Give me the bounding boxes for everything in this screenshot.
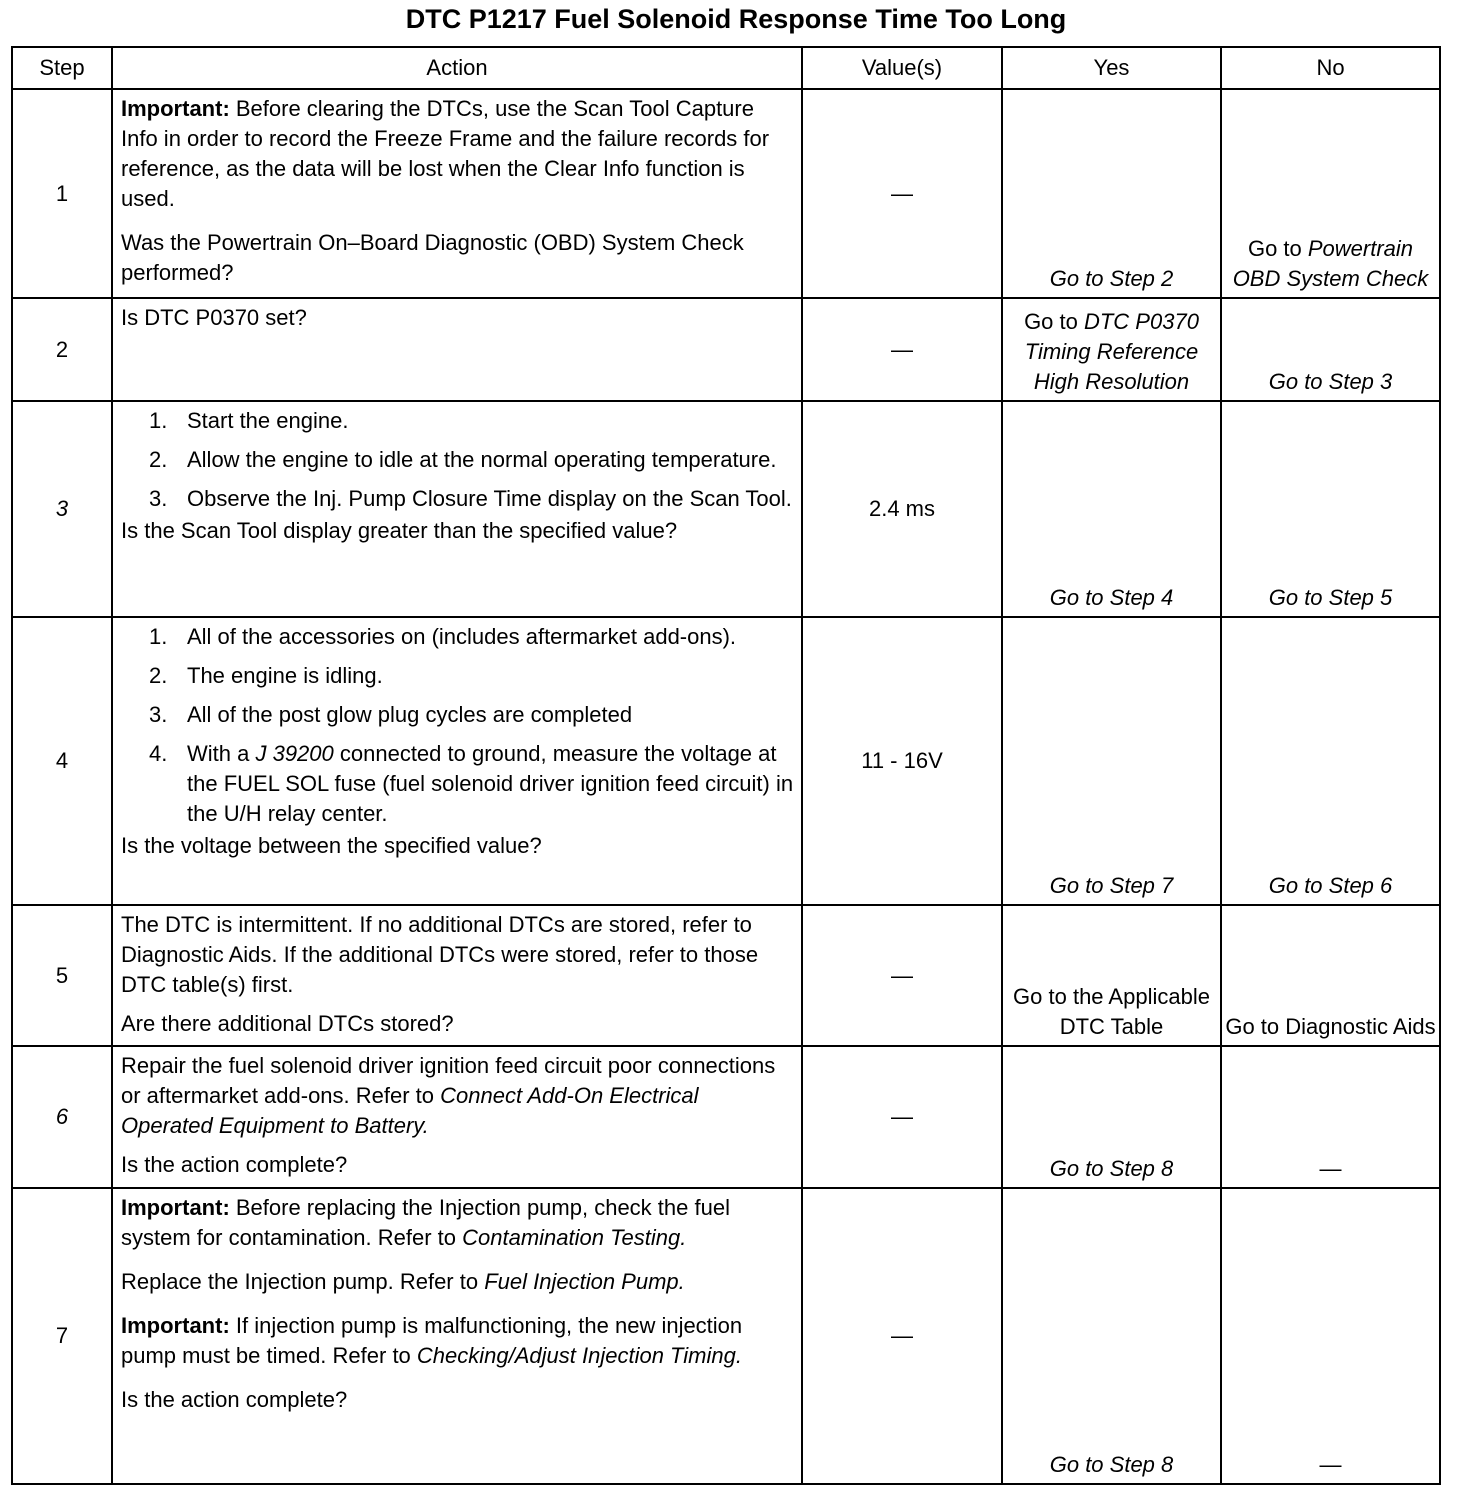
table-row bbox=[12, 298, 1440, 401]
step-number: 5 bbox=[12, 905, 112, 1046]
value-cell: — bbox=[802, 1046, 1002, 1188]
important-label: Important: bbox=[121, 96, 230, 121]
list-item: 3. All of the post glow plug cycles are completed bbox=[149, 702, 633, 727]
step-number: 3 bbox=[12, 401, 112, 617]
no-cell: — bbox=[1221, 1046, 1440, 1188]
action-cell bbox=[112, 617, 802, 905]
list-item: 3. Observe the Inj. Pump Closure Time display on the Scan Tool. bbox=[149, 486, 792, 511]
important-text: Before clearing the DTCs, use the Scan Tool Capture Info in order to record the Freeze Frame and the failure records for reference, as the data will be lost when the Clear Info function is used. bbox=[121, 96, 770, 211]
header-values: Value(s) bbox=[802, 47, 1002, 89]
table-row bbox=[12, 905, 1440, 1046]
list-item: 1. All of the accessories on (includes aftermarket add-ons). bbox=[149, 624, 737, 649]
no-link: Powertrain OBD System Check bbox=[1232, 236, 1429, 291]
yes-prefix: Go to bbox=[1024, 309, 1084, 334]
action-cell bbox=[112, 1046, 802, 1188]
no-cell: Go to Step 3 bbox=[1221, 298, 1440, 401]
action-cell bbox=[112, 298, 802, 401]
value-cell: — bbox=[802, 89, 1002, 298]
table-row bbox=[12, 1046, 1440, 1188]
no-cell: Go to Step 5 bbox=[1221, 401, 1440, 617]
question-text: Is the action complete? bbox=[121, 1387, 348, 1412]
action-cell bbox=[112, 401, 802, 617]
list-item: 2. Allow the engine to idle at the normal operating temperature. bbox=[149, 447, 777, 472]
action-text: Replace the Injection pump. Refer to Fuel Injection Pump. bbox=[121, 1269, 685, 1294]
yes-cell bbox=[1002, 298, 1221, 401]
step-number: 7 bbox=[12, 1188, 112, 1484]
action-cell bbox=[112, 1188, 802, 1484]
list-item: 4. With a J 39200 connected to ground, measure the voltage at the FUEL SOL fuse (fuel solenoid driver ignition feed circuit) in the U/H relay center. bbox=[149, 741, 794, 826]
question-text: Is DTC P0370 set? bbox=[121, 305, 307, 330]
header-no: No bbox=[1221, 47, 1440, 89]
reference-link: Connect Add-On Electrical Operated Equipment to Battery. bbox=[121, 1083, 699, 1138]
header-row bbox=[12, 47, 1440, 89]
value-cell: — bbox=[802, 1188, 1002, 1484]
action-list bbox=[121, 406, 795, 514]
action-text: The DTC is intermittent. If no additional DTCs are stored, refer to Diagnostic Aids. If the additional DTCs were stored, refer to those DTC table(s) first. bbox=[121, 912, 759, 997]
action-list bbox=[121, 622, 795, 829]
yes-cell: Go to Step 2 bbox=[1002, 89, 1221, 298]
important-note: Important: If injection pump is malfunctioning, the new injection pump must be timed. Refer to Checking/Adjust Injection Timing. bbox=[121, 1313, 743, 1368]
important-note: Important: Before replacing the Injection pump, check the fuel system for contamination. Refer to Contamination Testing. bbox=[121, 1195, 730, 1250]
action-cell bbox=[112, 905, 802, 1046]
action-text: Repair the fuel solenoid driver ignition feed circuit poor connections or aftermarket add-ons. Refer to Connect Add-On Electrical Operated Equipment to Battery. bbox=[121, 1053, 776, 1138]
header-step: Step bbox=[12, 47, 112, 89]
step-number: 2 bbox=[12, 298, 112, 401]
diagnostic-table bbox=[11, 46, 1441, 1485]
yes-cell: Go to Step 4 bbox=[1002, 401, 1221, 617]
no-cell: Go to Step 6 bbox=[1221, 617, 1440, 905]
value-cell: — bbox=[802, 905, 1002, 1046]
no-prefix: Go to bbox=[1247, 236, 1308, 261]
yes-cell: Go to Step 8 bbox=[1002, 1046, 1221, 1188]
no-cell: Go to Diagnostic Aids bbox=[1221, 905, 1440, 1046]
value-cell: 2.4 ms bbox=[802, 401, 1002, 617]
question-text: Are there additional DTCs stored? bbox=[121, 1011, 454, 1036]
page-title: DTC P1217 Fuel Solenoid Response Time Too Long bbox=[405, 4, 1067, 34]
yes-cell: Go to Step 8 bbox=[1002, 1188, 1221, 1484]
question-text: Is the action complete? bbox=[121, 1152, 348, 1177]
table-row bbox=[12, 1188, 1440, 1484]
value-cell: — bbox=[802, 298, 1002, 401]
table-row bbox=[12, 401, 1440, 617]
table-row bbox=[12, 617, 1440, 905]
action-cell bbox=[112, 89, 802, 298]
header-yes: Yes bbox=[1002, 47, 1221, 89]
value-cell: 11 - 16V bbox=[802, 617, 1002, 905]
list-item: 2. The engine is idling. bbox=[149, 663, 383, 688]
yes-cell: Go to Step 7 bbox=[1002, 617, 1221, 905]
no-cell: — bbox=[1221, 1188, 1440, 1484]
question-text: Was the Powertrain On–Board Diagnostic (OBD) System Check performed? bbox=[121, 230, 744, 285]
no-cell bbox=[1221, 89, 1440, 298]
step-number: 4 bbox=[12, 617, 112, 905]
step-number: 1 bbox=[12, 89, 112, 298]
tool-number: J 39200 bbox=[255, 741, 334, 766]
reference-link: Contamination Testing. bbox=[462, 1225, 687, 1250]
step-number: 6 bbox=[12, 1046, 112, 1188]
reference-link: Checking/Adjust Injection Timing. bbox=[416, 1343, 742, 1368]
list-item: 1. Start the engine. bbox=[149, 408, 349, 433]
table-row bbox=[12, 89, 1440, 298]
question-text: Is the voltage between the specified value? bbox=[121, 833, 542, 858]
question-text: Is the Scan Tool display greater than the specified value? bbox=[121, 518, 678, 543]
yes-link: DTC P0370 Timing Reference High Resolution bbox=[1024, 309, 1199, 394]
reference-link: Fuel Injection Pump. bbox=[484, 1269, 685, 1294]
header-action: Action bbox=[112, 47, 802, 89]
yes-cell: Go to the Applicable DTC Table bbox=[1002, 905, 1221, 1046]
